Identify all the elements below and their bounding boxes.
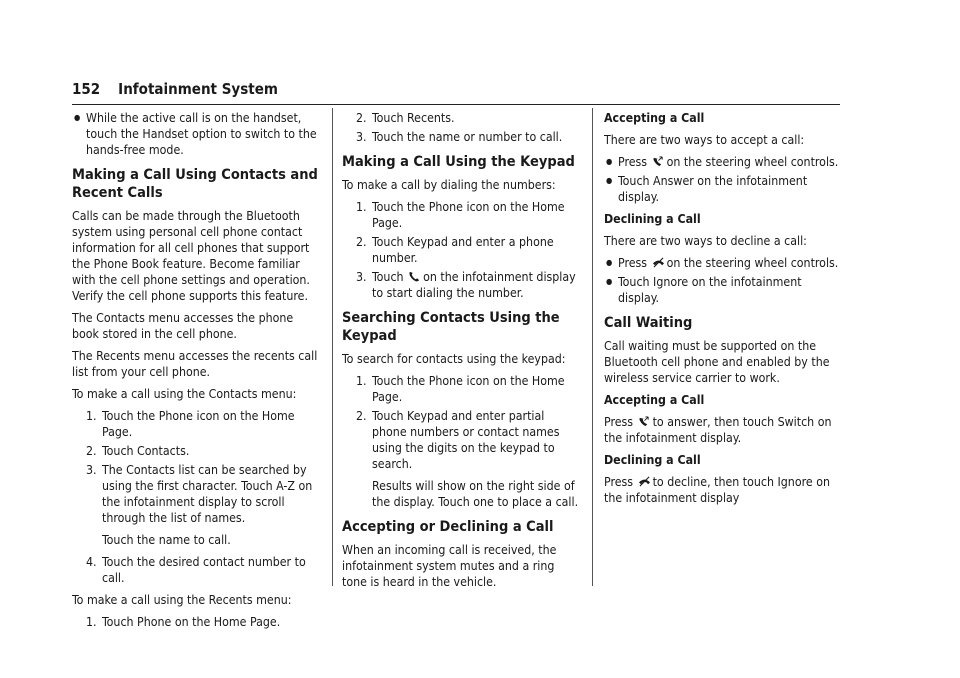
list-item: 2. Touch Contacts. <box>86 444 190 458</box>
paragraph: The Recents menu accesses the recents call list from your cell phone. <box>72 349 318 379</box>
recents-steps-cont <box>342 110 582 145</box>
column-2 <box>342 110 582 596</box>
column-1 <box>72 110 320 636</box>
paragraph: To make a call by dialing the numbers: <box>342 178 556 192</box>
paragraph: When an incoming call is received, the infotainment system mutes and a ring tone is heard in the vehicle. <box>342 543 557 589</box>
subheading-accept-call: Accepting a Call <box>604 393 705 407</box>
contacts-steps-cont <box>72 554 320 586</box>
list-item: 3. Touch on the infotainment display to start dialing the number. <box>356 270 576 300</box>
subheading-decline-call: Declining a Call <box>604 212 701 226</box>
paragraph: To search for contacts using the keypad: <box>342 352 566 366</box>
list-item: 3. Touch the name or number to call. <box>356 130 563 144</box>
list-item: ● Press on the steering wheel controls. <box>604 255 844 271</box>
list-item: 4. Touch the desired contact number to call. <box>86 555 306 585</box>
column-3 <box>604 110 844 512</box>
list-item: 1. Touch the Phone icon on the Home Page. <box>356 374 565 404</box>
step-note: Results will show on the right side of the display. Touch one to place a call. <box>372 479 579 509</box>
list-item: 2. Touch Recents. <box>356 111 455 125</box>
paragraph: Press to decline, then touch Ignore on the infotainment display <box>604 475 830 505</box>
subheading-decline-call: Declining a Call <box>604 453 701 467</box>
phone-call-icon <box>408 271 421 282</box>
heading-call-waiting: Call Waiting <box>604 315 693 331</box>
page-number: 152 <box>72 80 101 98</box>
keypad-steps <box>342 199 582 301</box>
paragraph: To make a call using the Recents menu: <box>72 593 292 607</box>
paragraph: To make a call using the Contacts menu: <box>72 387 297 401</box>
paragraph: There are two ways to accept a call: <box>604 133 805 147</box>
paragraph: Calls can be made through the Bluetooth system using personal cell phone contact information for all cell phones that support the Phone Book feature. Become familiar with the cell phone settings and operation. Verify the cell phone supports this feature. <box>72 209 310 303</box>
heading-contacts-recent: Making a Call Using Contacts and Recent Calls <box>72 167 318 201</box>
list-item: 1. Touch the Phone icon on the Home Page. <box>356 200 565 230</box>
phone-answer-icon <box>652 156 665 167</box>
page-header <box>72 80 840 105</box>
paragraph: The Contacts menu accesses the phone book stored in the cell phone. <box>72 311 294 341</box>
column-divider-1 <box>332 108 333 586</box>
subheading-accept-call: Accepting a Call <box>604 111 705 125</box>
step-note: Touch the name to call. <box>102 533 231 547</box>
paragraph: There are two ways to decline a call: <box>604 234 807 248</box>
accept-options <box>604 154 844 205</box>
column-divider-2 <box>592 108 593 586</box>
heading-accept-decline: Accepting or Declining a Call <box>342 519 554 535</box>
recents-steps <box>72 614 320 630</box>
list-item: 2. Touch Keypad and enter partial phone numbers or contact names using the digits on the keypad to search. <box>356 409 560 471</box>
list-item: ● While the active call is on the handset, touch the Handset option to switch to the hands-free mode. <box>72 110 320 158</box>
bullet-list <box>72 110 320 158</box>
heading-search-keypad: Searching Contacts Using the Keypad <box>342 310 560 344</box>
contacts-steps <box>72 408 320 526</box>
decline-options <box>604 255 844 306</box>
list-item: 2. Touch Keypad and enter a phone number. <box>356 235 554 265</box>
phone-answer-icon <box>638 416 651 427</box>
heading-keypad: Making a Call Using the Keypad <box>342 154 575 170</box>
search-steps <box>342 373 582 472</box>
list-item: 1. Touch Phone on the Home Page. <box>86 615 281 629</box>
phone-decline-icon <box>652 257 665 268</box>
section-title: Infotainment System <box>118 80 278 98</box>
paragraph: Call waiting must be supported on the Bluetooth cell phone and enabled by the wireless service carrier to work. <box>604 339 830 385</box>
list-item: ● Press on the steering wheel controls. <box>604 154 844 170</box>
paragraph: Press to answer, then touch Switch on the infotainment display. <box>604 415 832 445</box>
list-item: ● Touch Ignore on the infotainment display. <box>604 274 844 306</box>
list-item: ● Touch Answer on the infotainment display. <box>604 173 844 205</box>
phone-decline-icon <box>638 476 651 487</box>
list-item: 3. The Contacts list can be searched by using the first character. Touch A-Z on the infotainment display to scroll through the list of names. <box>86 463 313 525</box>
list-item: 1. Touch the Phone icon on the Home Page. <box>86 409 295 439</box>
